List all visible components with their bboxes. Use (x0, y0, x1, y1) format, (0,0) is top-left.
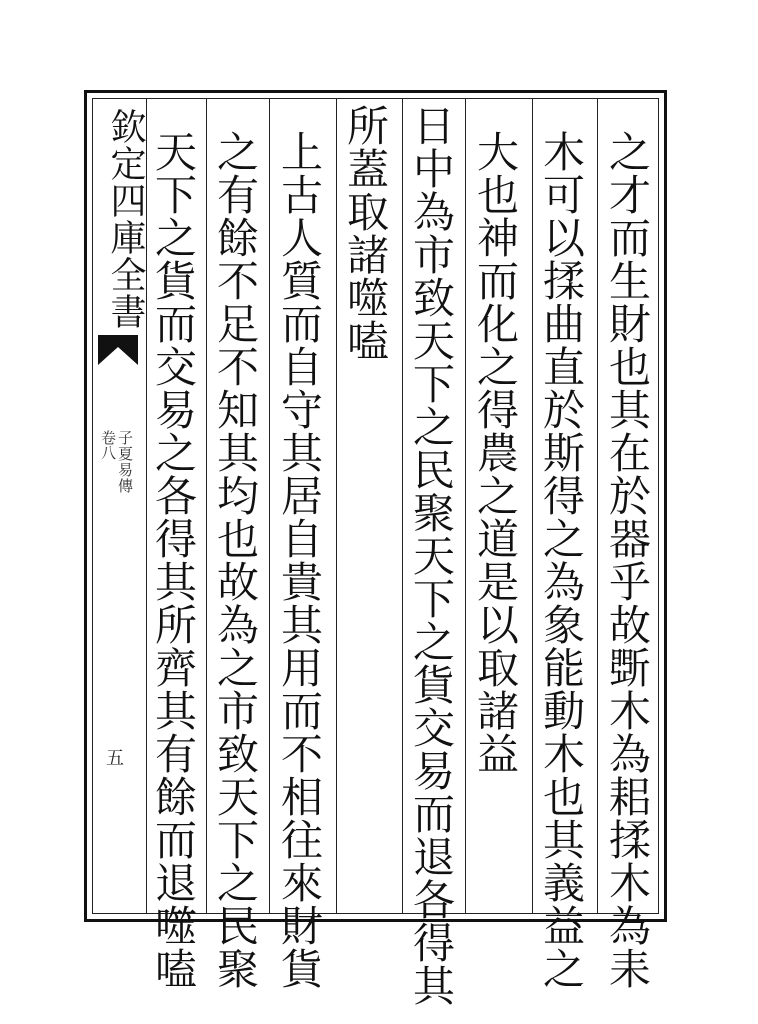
column-divider-line (402, 98, 403, 914)
book-title: 欽定四庫全書 (105, 108, 146, 330)
fishtail-mark-icon (98, 335, 138, 365)
page-number: 五 (103, 748, 124, 766)
column-divider-line (597, 98, 598, 914)
text-column: 大也神而化之得農之道是以取諸益 (471, 130, 520, 775)
text-column: 上古人質而自守其居自貴其用而不相往來財貨 (275, 130, 324, 990)
text-column: 日中為市致天下之民聚天下之貨交易而退各得其 (407, 104, 456, 1007)
text-column: 之才而生財也其在於器乎故斲木為耜揉木為耒 (603, 130, 652, 990)
chapter-title: 子夏易傳 (116, 430, 134, 494)
text-column: 木可以揉曲直於斯得之為象能動木也其義益之 (537, 130, 586, 990)
column-divider-line (465, 98, 466, 914)
column-divider-line (206, 98, 207, 914)
column-divider-line (336, 98, 337, 914)
text-column: 之有餘不足不知其均也故為之市致天下之民聚 (211, 130, 260, 990)
volume-label: 卷八 (99, 430, 117, 460)
column-divider-line (269, 98, 270, 914)
text-column: 所蓋取諸噬嗑 (341, 104, 390, 362)
text-column: 天下之貨而交易之各得其所齊其有餘而退噬嗑 (149, 130, 198, 990)
column-divider-line (532, 98, 533, 914)
